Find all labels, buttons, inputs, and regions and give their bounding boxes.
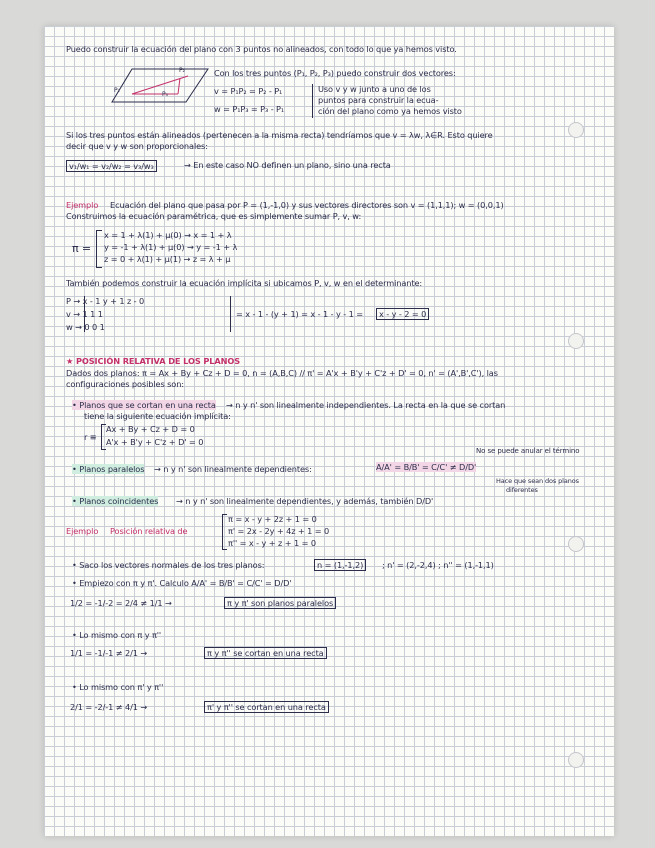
step-pi-pi2: • Lo mismo con π y π''	[72, 630, 162, 640]
brace	[96, 230, 102, 268]
param-x: x = 1 + λ(1) + μ(0) → x = 1 + λ	[104, 230, 232, 240]
case-coincident: • Planos coincidentes	[72, 496, 159, 506]
result-pi1-pi2: π' y π'' se cortan en una recta	[204, 701, 329, 713]
label-p1: P₁	[114, 87, 120, 94]
result-pi-pi1: π y π' son planos paralelos	[224, 597, 336, 609]
plane-sketch-icon	[110, 66, 210, 106]
implicit-intro: También podemos construir la ecuación implícita si ubicamos P, v, w en el determinante:	[66, 278, 423, 288]
step-normals: • Saco los vectores normales de los tres planos:	[72, 560, 265, 570]
section-title: ★ POSICIÓN RELATIVA DE LOS PLANOS	[66, 356, 241, 366]
note-diferentes-2: diferentes	[506, 486, 538, 494]
proportion-formula: v₁/w₁ = v₂/w₂ = v₃/w₃	[66, 160, 157, 172]
case-coincident-desc: → n y n' son linealmente dependientes, y además, también D/D'	[176, 496, 434, 506]
example-1-line-2: Construimos la ecuación paramétrica, que es simplemente sumar P, v, w:	[66, 211, 362, 221]
param-y: y = -1 + λ(1) + μ(0) → y = -1 + λ	[104, 242, 238, 252]
ratios-pi-pi1: 1/2 = -1/-2 = 2/4 ≠ 1/1 →	[70, 598, 172, 608]
collinear-line-2: decir que v y w son proporcionales:	[66, 141, 208, 151]
example-2-label: Ejemplo	[66, 526, 99, 536]
normal-n-others: ; n' = (2,-2,4) ; n'' = (1,-1,1)	[382, 560, 494, 570]
det-result: = x - 1 - (y + 1) = x - 1 - y - 1 =	[236, 309, 363, 319]
case-intersecting: • Planos que se cortan en una recta	[72, 400, 216, 410]
binder-hole	[568, 536, 584, 552]
step-pi1-pi2: • Lo mismo con π' y π''	[72, 682, 164, 692]
det-row-3: w → 0 0 1	[66, 322, 105, 332]
ratios-pi1-pi2: 2/1 = -2/-1 ≠ 4/1 →	[70, 702, 148, 712]
normal-n: n = (1,-1,2)	[314, 559, 366, 571]
step-pi-pi1: • Empiezo con π y π'. Calculo A/A' = B/B' = C/C' = D/D'	[72, 578, 292, 588]
r-eq-2: A'x + B'y + C'z + D' = 0	[106, 437, 204, 447]
uso-line-2: puntos para construir la ecua-	[318, 95, 439, 105]
result-pi-pi2: π y π'' se cortan en una recta	[204, 647, 327, 659]
ratios-pi-pi2: 1/1 = -1/-1 ≠ 2/1 →	[70, 648, 148, 658]
planes-line-1: Dados dos planos: π = Ax + By + Cz + D = 0, n = (A,B,C) // π' = A'x + B'y + C'z + D' = 0, n' = (A',B',C'), las	[66, 368, 498, 378]
proportion-note: → En este caso NO definen un plano, sino una recta	[184, 160, 391, 170]
w-definition: w = P₁P₃ = P₃ - P₁	[214, 104, 285, 114]
label-p2: P₂	[179, 67, 185, 74]
param-z: z = 0 + λ(1) + μ(1) → z = λ + μ	[104, 254, 231, 264]
example-2-plane-3: π'' = x - y + z + 1 = 0	[228, 538, 316, 548]
pi-symbol: π =	[72, 242, 92, 255]
v-definition: v = P₁P₂ = P₂ - P₁	[214, 86, 283, 96]
uso-line-3: ción del plano como ya hemos visto	[318, 106, 462, 116]
example-1-label: Ejemplo	[66, 200, 99, 210]
example-2-plane-1: π = x - y + 2z + 1 = 0	[228, 514, 317, 524]
case-intersecting-desc: → n y n' son linealmente independientes. La recta en la que se cortan	[226, 400, 506, 410]
uso-line-1: Uso v y w junto a uno de los	[318, 84, 431, 94]
binder-hole	[568, 333, 584, 349]
brace	[312, 84, 313, 118]
example-1-line-1: Ecuación del plano que pasa por P = (1,-1,0) y sus vectores directores son v = (1,1,1); w = (0,0,1)	[110, 200, 504, 210]
example-2-plane-2: π' = 2x - 2y + 4z + 1 = 0	[228, 526, 330, 536]
det-row-2: v → 1 1 1	[66, 309, 103, 319]
planes-line-2: configuraciones posibles son:	[66, 379, 184, 389]
vectors-line: Con los tres puntos (P₁, P₂, P₃) puedo construir dos vectores:	[214, 68, 456, 78]
case-parallel-desc: → n y n' son linealmente dependientes:	[154, 464, 312, 474]
collinear-line-1: Si los tres puntos están alineados (pertenecen a la misma recta) tendríamos que v = λw, λ∈R. Esto quiere	[66, 130, 493, 140]
binder-hole	[568, 122, 584, 138]
note-diferentes-1: Hace que sean dos planos	[496, 477, 579, 485]
notebook-page	[44, 26, 614, 836]
case-parallel: • Planos paralelos	[72, 464, 145, 474]
note-no-anular: No se puede anular el término	[476, 447, 580, 455]
binder-hole	[568, 752, 584, 768]
brace	[222, 514, 227, 550]
parallel-condition: A/A' = B/B' = C/C' ≠ D/D'	[376, 462, 477, 472]
det-bar	[230, 296, 231, 332]
label-p3: P₃	[162, 91, 168, 98]
r-label: r ≡	[84, 432, 97, 442]
det-answer: x - y - 2 = 0	[376, 308, 429, 320]
r-eq-1: Ax + By + Cz + D = 0	[106, 424, 195, 434]
case-intersecting-desc-2: tiene la siguiente ecuación implícita:	[84, 411, 231, 421]
intro-line: Puedo construir la ecuación del plano con 3 puntos no alineados, con todo lo que ya hemos visto.	[66, 44, 457, 54]
det-row-1: P → x - 1 y + 1 z - 0	[66, 296, 145, 306]
example-2-title: Posición relativa de	[110, 526, 188, 536]
